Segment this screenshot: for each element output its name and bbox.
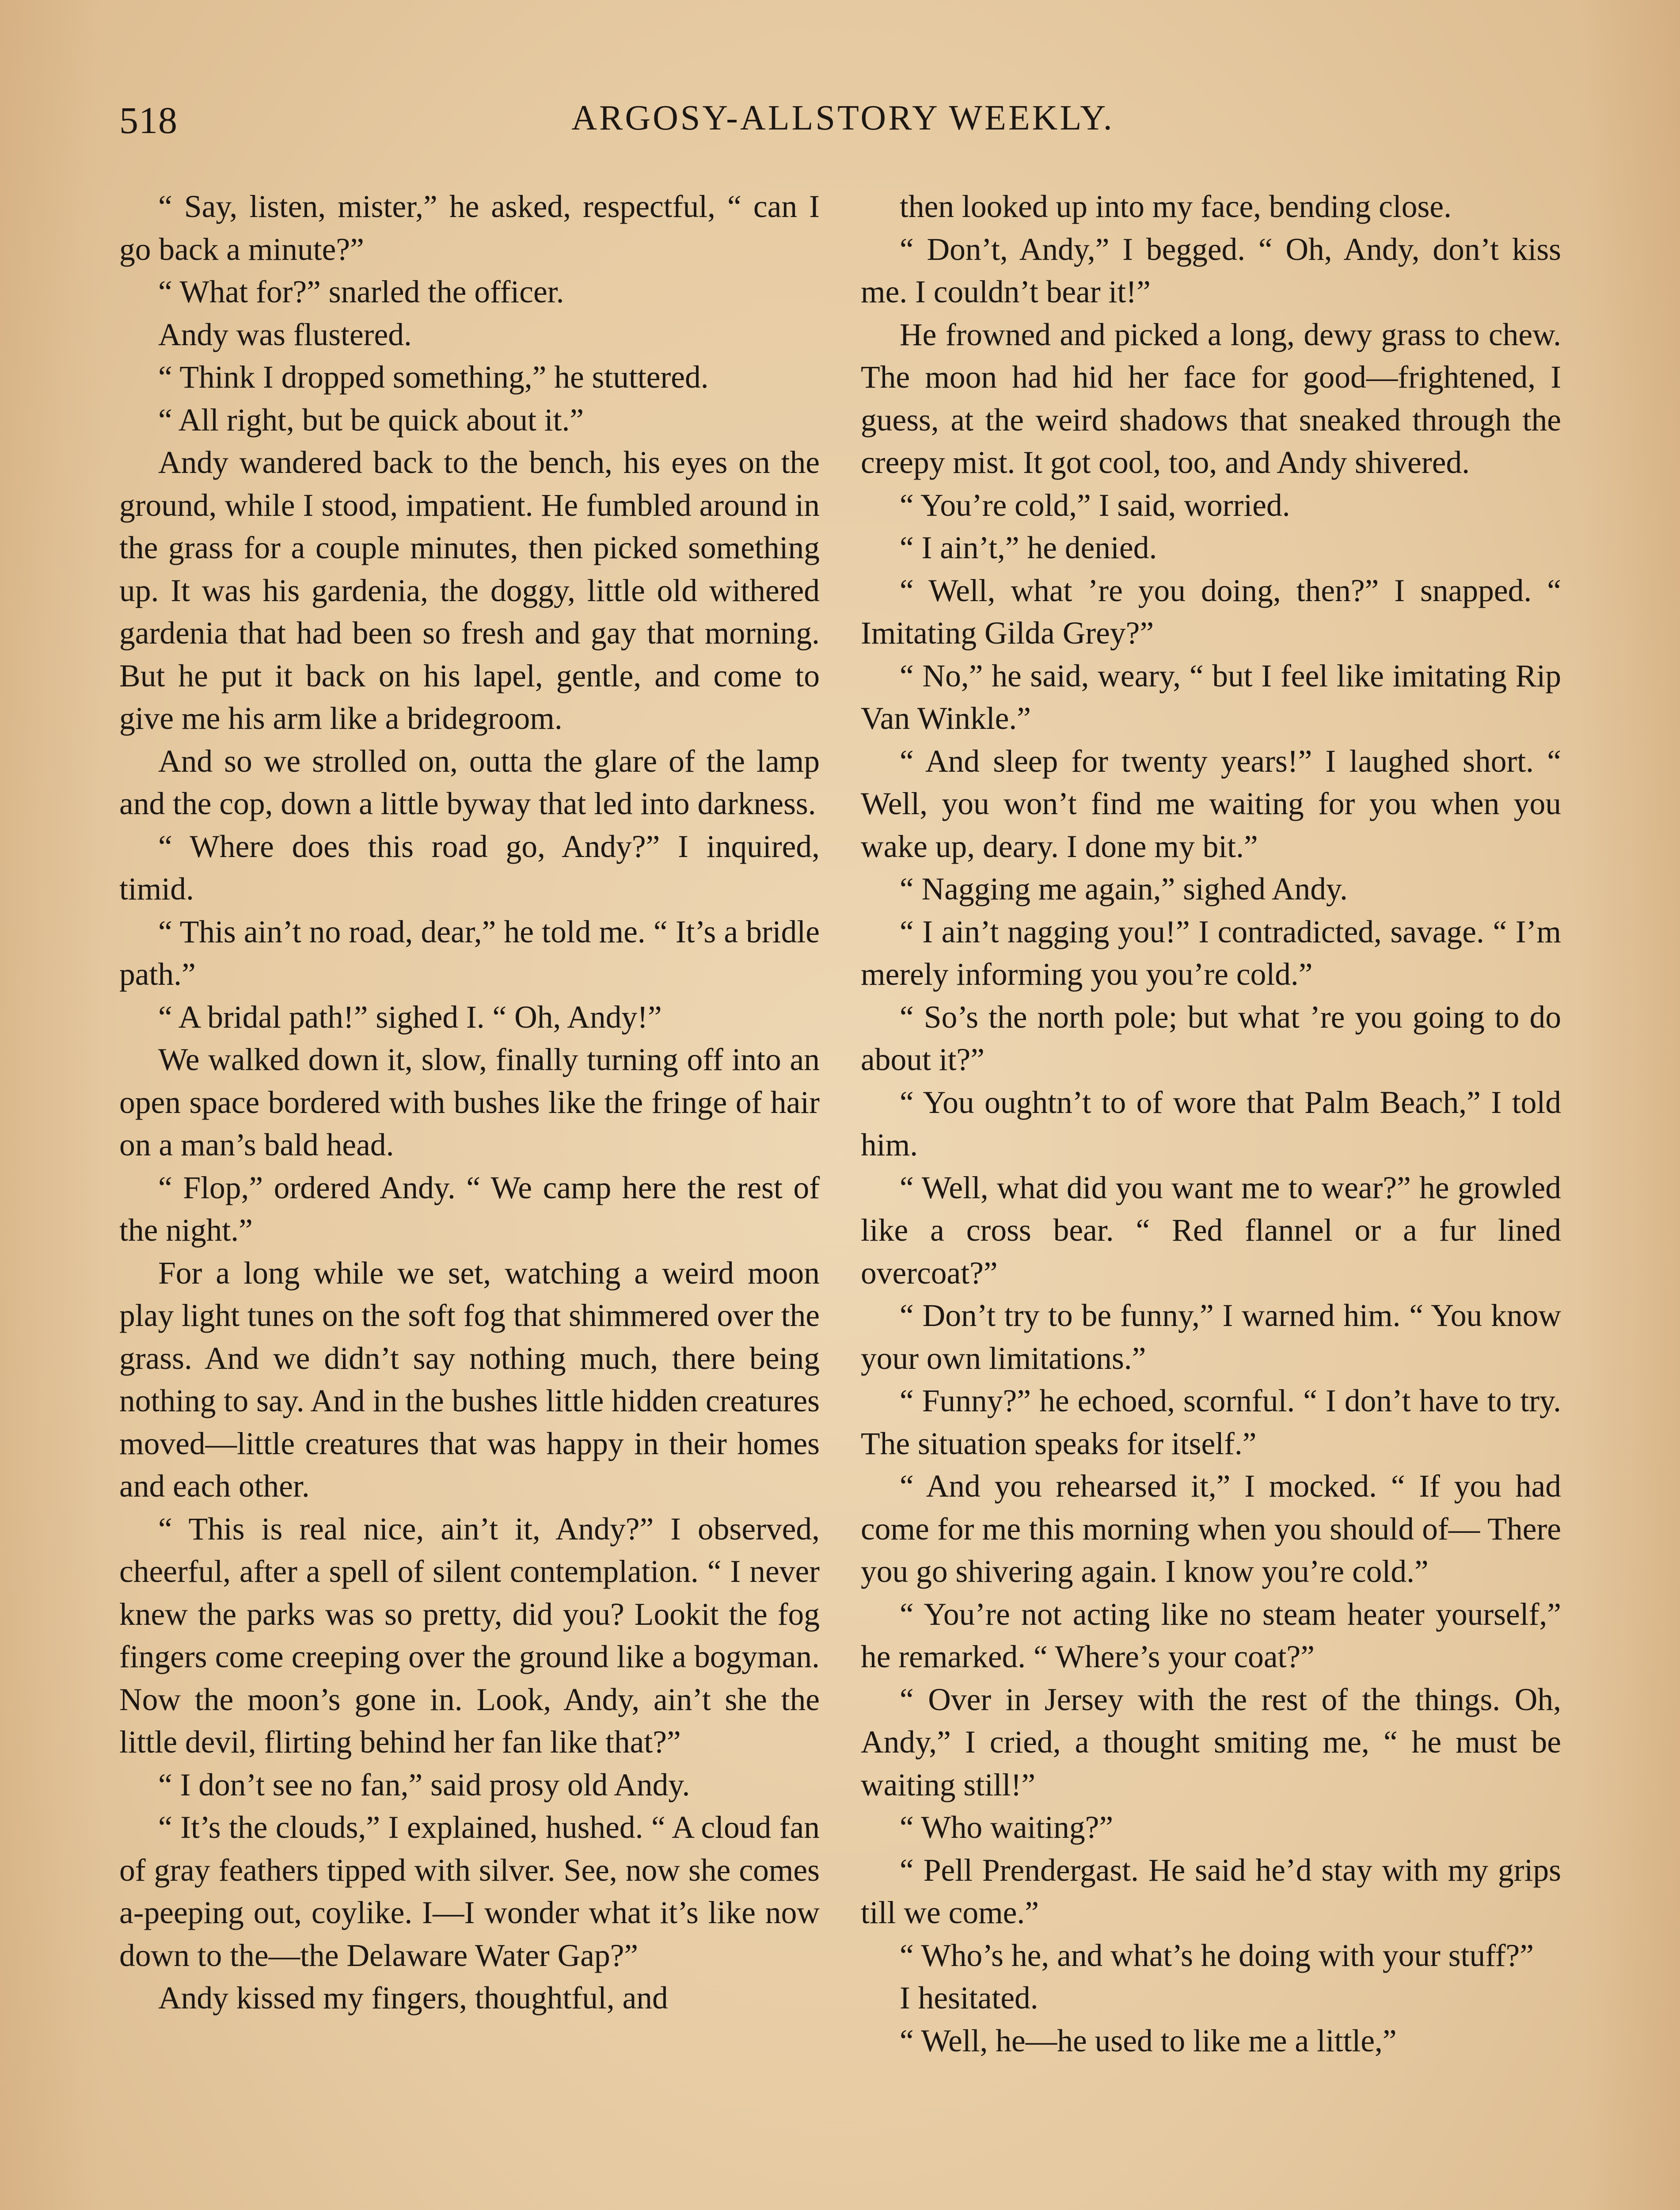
text-column-left xyxy=(119,186,820,2210)
paragraph: “ It’s the clouds,” I explained, hushed. “ A cloud fan of gray feathers tipped with silver. See, now she comes a-peeping out, coylike. I—I wonder what it’s like now down to the—the Delaware Water Gap?” xyxy=(119,1810,820,1973)
paragraph: “ Over in Jersey with the rest of the things. Oh, Andy,” I cried, a thought smiting me, “ he must be waiting still!” xyxy=(861,1682,1561,1802)
paragraph: “ Who’s he, and what’s he doing with your stuff?” xyxy=(900,1938,1534,1973)
paragraph: “ I ain’t,” he denied. xyxy=(900,530,1157,565)
paragraph: “ And you rehearsed it,” I mocked. “ If you had come for me this morning when you should of— There you go shivering again. I know you’re cold.” xyxy=(861,1469,1561,1589)
paragraph: “ This ain’t no road, dear,” he told me. “ It’s a bridle path.” xyxy=(119,914,820,992)
paragraph: “ And sleep for twenty years!” I laughed short. “ Well, you won’t find me waiting for you when you wake up, deary. I done my bit.” xyxy=(861,743,1561,864)
page-number: 518 xyxy=(119,99,178,141)
paragraph: “ Don’t, Andy,” I begged. “ Oh, Andy, don’t kiss me. I couldn’t bear it!” xyxy=(861,232,1561,309)
paragraph: “ A bridal path!” sighed I. “ Oh, Andy!” xyxy=(158,999,662,1035)
paragraph: “ You oughtn’t to of wore that Palm Beach,” I told him. xyxy=(861,1085,1561,1162)
paragraph: “ Pell Prendergast. He said he’d stay with my grips till we come.” xyxy=(861,1852,1561,1930)
paragraph: Andy was flustered. xyxy=(158,317,412,352)
paragraph: For a long while we set, watching a weird moon play light tunes on the soft fog that shimmered over the grass. And we didn’t say nothing much, there being nothing to say. And in the bushes little hidden creatures moved—little creatures that was happy in their homes and each other. xyxy=(119,1255,820,1504)
paragraph: “ Where does this road go, Andy?” I inquired, timid. xyxy=(119,829,820,907)
paragraph: “ Funny?” he echoed, scornful. “ I don’t have to try. The situation speaks for itself.” xyxy=(861,1383,1561,1461)
paragraph: I hesitated. xyxy=(900,1981,1038,2016)
paragraph: “ Say, listen, mister,” he asked, respectful, “ can I go back a minute?” xyxy=(119,189,820,267)
paragraph: then looked up into my face, bending close. xyxy=(900,189,1452,224)
paragraph: “ Well, what ’re you doing, then?” I snapped. “ Imitating Gilda Grey?” xyxy=(861,573,1561,651)
paragraph: “ Who waiting?” xyxy=(900,1810,1114,1845)
paragraph: “ You’re not acting like no steam heater yourself,” he remarked. “ Where’s your coat?” xyxy=(861,1597,1561,1674)
paragraph: “ You’re cold,” I said, worried. xyxy=(900,488,1290,523)
running-head: ARGOSY-ALLSTORY WEEKLY. xyxy=(571,99,1114,137)
paragraph: And so we strolled on, outta the glare of the lamp and the cop, down a little byway that led into darkness. xyxy=(119,743,820,821)
paragraph: We walked down it, slow, finally turning off into an open space bordered with bushes like the fringe of hair on a man’s bald head. xyxy=(119,1042,820,1162)
page-header xyxy=(119,98,1566,164)
paragraph: “ Well, he—he used to like me a little,” xyxy=(900,2023,1397,2058)
paragraph: Andy kissed my fingers, thoughtful, and xyxy=(158,1981,668,2016)
paragraph: “ Think I dropped something,” he stuttered. xyxy=(158,360,709,395)
paragraph: “ Flop,” ordered Andy. “ We camp here the rest of the night.” xyxy=(119,1170,820,1248)
paragraph: Andy wandered back to the bench, his eyes on the ground, while I stood, impatient. He fumbled around in the grass for a couple minutes, then picked something up. It was his gardenia, the doggy, little old withered gardenia that had been so fresh and gay that morning. But he put it back on his lapel, gentle, and come to give me his arm like a bridegroom. xyxy=(119,445,820,736)
paragraph: “ This is real nice, ain’t it, Andy?” I observed, cheerful, after a spell of silent contemplation. “ I never knew the parks was so pretty, did you? Lookit the fog fingers come creeping over the ground like a bogyman. Now the moon’s gone in. Look, Andy, ain’t she the little devil, flirting behind her fan like that?” xyxy=(119,1511,820,1760)
paragraph: He frowned and picked a long, dewy grass to chew. The moon had hid her face for good—frightened, I guess, at the weird shadows that sneaked through the creepy mist. It got cool, too, and Andy shivered. xyxy=(861,317,1561,480)
paragraph: “ Don’t try to be funny,” I warned him. “ You know your own limitations.” xyxy=(861,1298,1561,1376)
paragraph: “ All right, but be quick about it.” xyxy=(158,402,584,438)
paragraph: “ So’s the north pole; but what ’re you going to do about it?” xyxy=(861,999,1561,1077)
paragraph: “ Nagging me again,” sighed Andy. xyxy=(900,872,1348,907)
paragraph: “ Well, what did you want me to wear?” he growled like a cross bear. “ Red flannel or a fur lined overcoat?” xyxy=(861,1170,1561,1291)
paragraph: “ I don’t see no fan,” said prosy old Andy. xyxy=(158,1767,690,1802)
text-column-right xyxy=(861,186,1561,2210)
paragraph: “ What for?” snarled the officer. xyxy=(158,274,564,309)
paragraph: “ I ain’t nagging you!” I contradicted, savage. “ I’m merely informing you you’re cold.” xyxy=(861,914,1561,992)
paragraph: “ No,” he said, weary, “ but I feel like imitating Rip Van Winkle.” xyxy=(861,658,1561,736)
